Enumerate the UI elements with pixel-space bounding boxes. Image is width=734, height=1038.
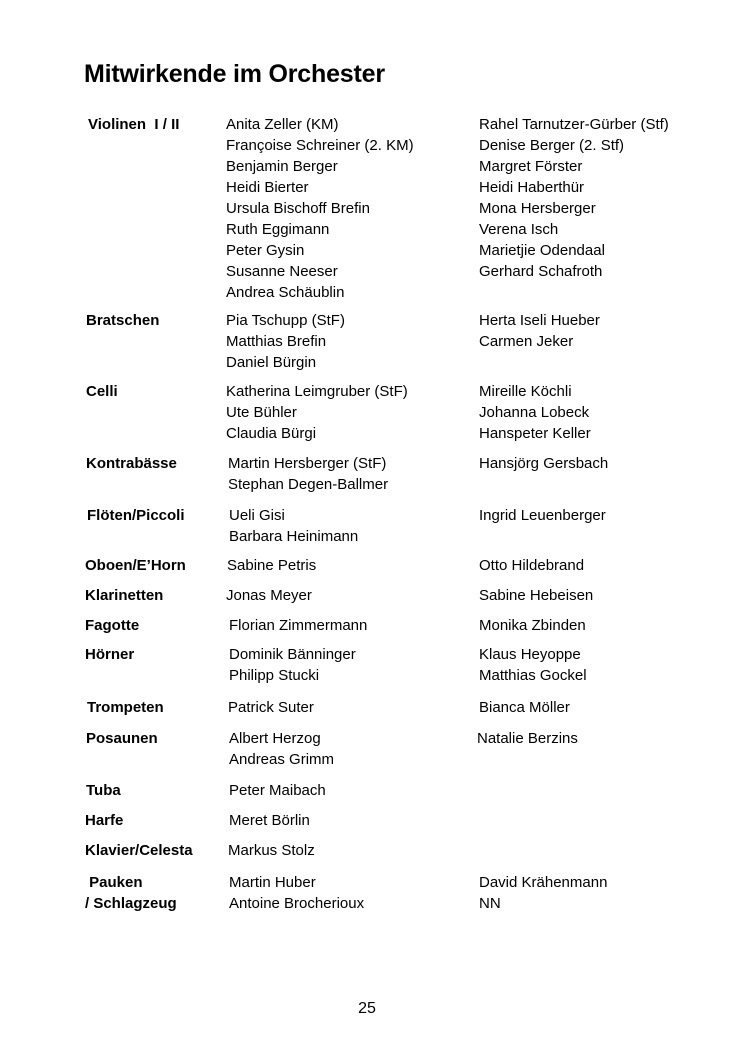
member-column-left [229,810,310,831]
member-name: Philipp Stucki [229,667,320,684]
section-label: Violinen I / II [88,116,180,133]
member-column-right [479,381,591,444]
member-column-right [477,728,578,749]
member-column-left [227,555,316,576]
member-name: Jonas Meyer [226,587,312,604]
member-name: Katherina Leimgruber (StF) [226,383,408,400]
member-name: Denise Berger (2. Stf) [479,137,625,154]
member-name: Françoise Schreiner (2. KM) [226,137,414,154]
member-name: Claudia Bürgi [226,425,317,442]
member-column-left [226,585,312,606]
section-label: Celli [86,383,118,400]
member-name: Ingrid Leuenberger [479,507,606,524]
member-name: Anita Zeller (KM) [226,116,339,133]
member-name: Albert Herzog [229,730,321,747]
section-label: Bratschen [86,312,160,329]
member-name: Antoine Brocherioux [229,895,365,912]
member-name: Sabine Petris [227,557,317,574]
member-column-right [479,615,586,636]
member-name: Susanne Neeser [226,263,338,280]
member-name: Rahel Tarnutzer-Gürber (Stf) [479,116,669,133]
section-label: Klavier/Celesta [85,842,193,859]
member-name: Peter Gysin [226,242,305,259]
member-name: Otto Hildebrand [479,557,585,574]
section-label: Fagotte [85,617,140,634]
member-name: Stephan Degen-Ballmer [228,476,389,493]
section-label: Hörner [85,646,135,663]
member-name: Heidi Bierter [226,179,309,196]
member-name: Sabine Hebeisen [479,587,594,604]
section-label: Pauken / Schlagzeug [85,874,177,912]
member-name: Monika Zbinden [479,617,586,634]
member-column-left [229,780,326,801]
member-name: Andreas Grimm [229,751,335,768]
member-name: Ute Bühler [226,404,297,421]
member-name: Mona Hersberger [479,200,596,217]
member-name: Florian Zimmermann [229,617,368,634]
page-number: 25 [358,1000,376,1017]
member-column-left [229,644,356,686]
member-name: Martin Hersberger (StF) [228,455,387,472]
member-name: Klaus Heyoppe [479,646,581,663]
member-name: Daniel Bürgin [226,354,317,371]
member-column-left [226,381,408,444]
section-label: Tuba [86,782,121,799]
member-column-left [228,840,315,861]
member-name: Hansjörg Gersbach [479,455,609,472]
member-name: Matthias Brefin [226,333,327,350]
member-name: Ruth Eggimann [226,221,330,238]
member-column-right [479,585,593,606]
member-name: Hanspeter Keller [479,425,591,442]
member-name: David Krähenmann [479,874,608,891]
member-name: Carmen Jeker [479,333,574,350]
member-name: Andrea Schäublin [226,284,345,301]
member-column-right [479,114,669,282]
section-label: Klarinetten [85,587,164,604]
member-column-right [479,555,584,576]
member-name: Martin Huber [229,874,316,891]
member-name: Markus Stolz [228,842,315,859]
section-label: Kontrabässe [86,455,177,472]
member-name: Dominik Bänninger [229,646,356,663]
section-label: Posaunen [86,730,158,747]
member-column-right [479,697,570,718]
member-name: Mireille Köchli [479,383,572,400]
member-name: Ursula Bischoff Brefin [226,200,370,217]
section-label: Trompeten [87,699,164,716]
member-name: Herta Iseli Hueber [479,312,600,329]
section-label: Oboen/E’Horn [85,557,186,574]
member-name: Natalie Berzins [477,730,578,747]
member-column-right [479,310,600,352]
member-name: Marietjie Odendaal [479,242,605,259]
member-name: Heidi Haberthür [479,179,585,196]
member-name: Pia Tschupp (StF) [226,312,345,329]
member-name: Johanna Lobeck [479,404,590,421]
member-column-right [479,644,587,686]
member-column-left [228,697,314,718]
member-name: Peter Maibach [229,782,326,799]
member-name: Patrick Suter [228,699,314,716]
member-column-right [479,453,608,474]
member-name: Ueli Gisi [229,507,285,524]
member-column-left [229,615,367,636]
member-name: Matthias Gockel [479,667,587,684]
member-column-left [229,505,358,547]
member-column-left [226,310,345,373]
section-label: Harfe [85,812,124,829]
member-name: Meret Börlin [229,812,310,829]
member-column-left [226,114,414,303]
member-name: Gerhard Schafroth [479,263,603,280]
member-column-left [229,872,364,914]
member-name: Margret Förster [479,158,583,175]
member-name: NN [479,895,501,912]
section-label: Flöten/Piccoli [87,507,185,524]
member-column-left [228,453,388,495]
page-title: Mitwirkende im Orchester [84,60,385,88]
member-name: Bianca Möller [479,699,570,716]
member-name: Verena Isch [479,221,559,238]
member-column-left [229,728,334,770]
member-column-right [479,872,607,914]
member-name: Benjamin Berger [226,158,338,175]
member-name: Barbara Heinimann [229,528,359,545]
member-column-right [479,505,606,526]
